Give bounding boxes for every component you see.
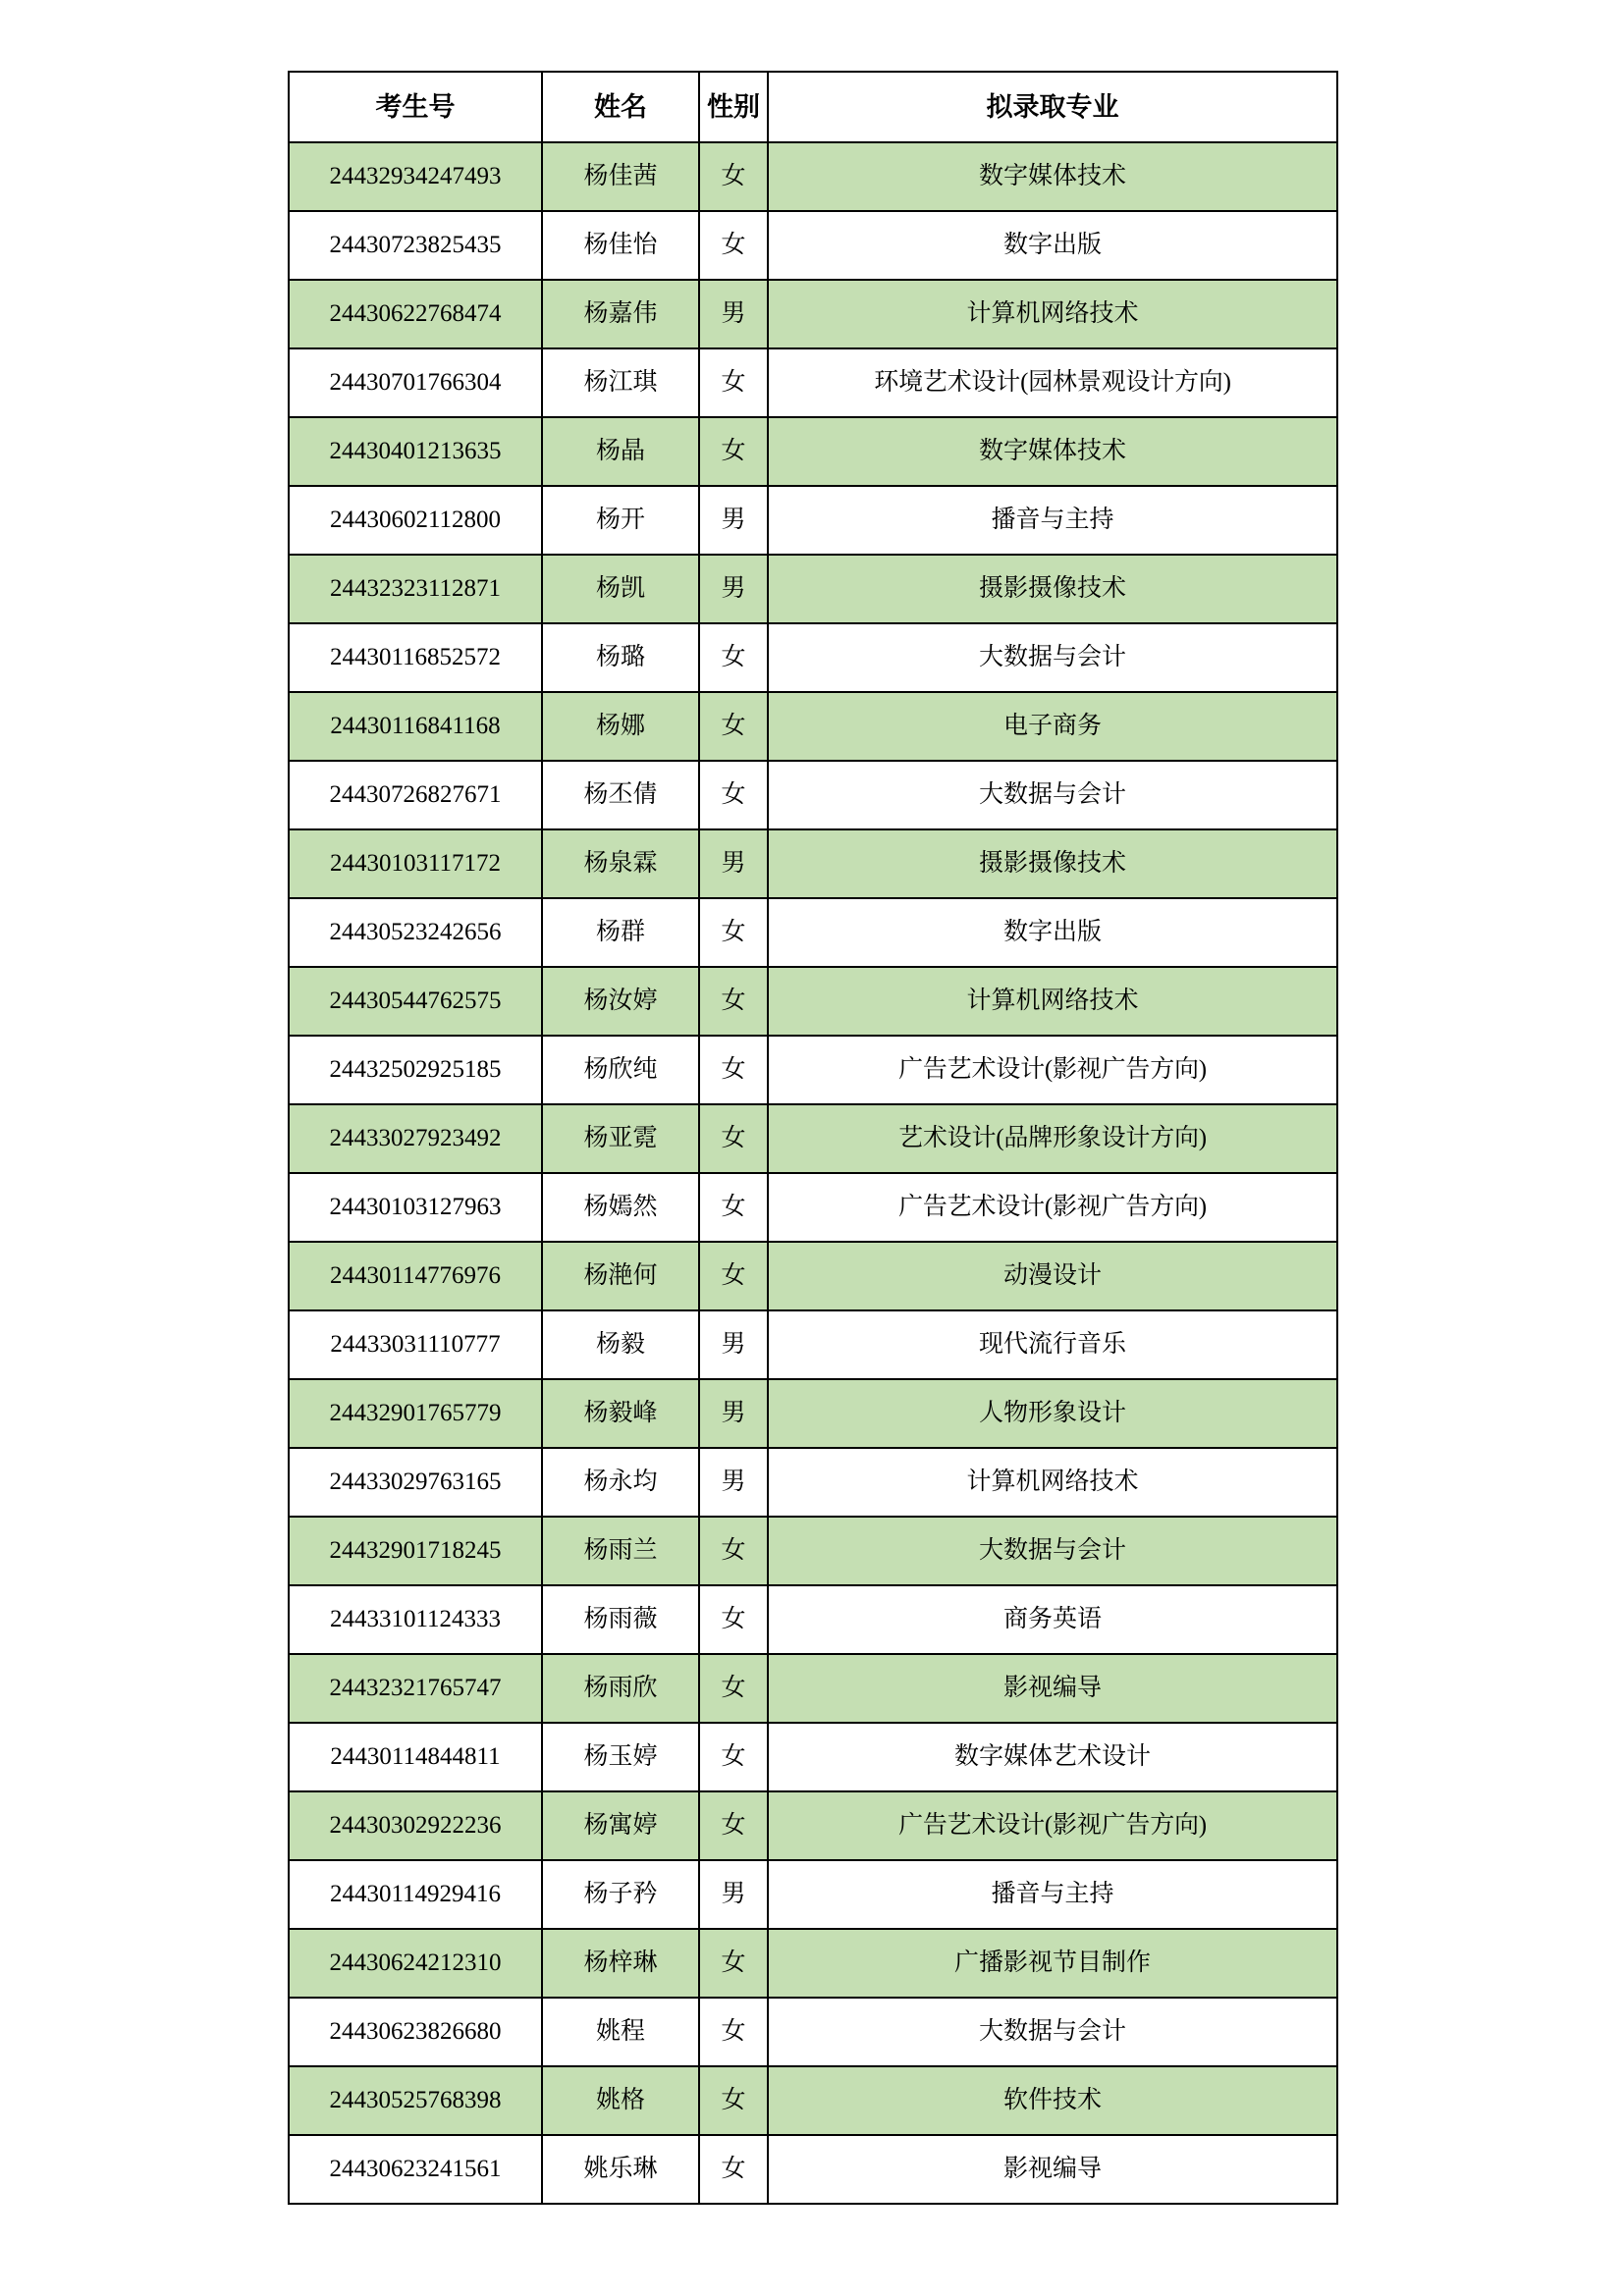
cell-candidate-id: 24430624212310	[289, 1929, 542, 1998]
cell-gender: 女	[699, 1791, 768, 1860]
cell-gender: 女	[699, 623, 768, 692]
cell-candidate-id: 24433027923492	[289, 1104, 542, 1173]
cell-gender: 女	[699, 1036, 768, 1104]
cell-major: 数字媒体艺术设计	[768, 1723, 1337, 1791]
cell-name: 杨佳茜	[542, 142, 699, 211]
table-row	[289, 348, 1337, 417]
table-row	[289, 692, 1337, 761]
cell-gender: 男	[699, 1310, 768, 1379]
cell-gender: 女	[699, 1998, 768, 2066]
cell-name: 杨永均	[542, 1448, 699, 1517]
cell-candidate-id: 24430723825435	[289, 211, 542, 280]
cell-name: 杨雨欣	[542, 1654, 699, 1723]
cell-name: 杨娜	[542, 692, 699, 761]
table-row	[289, 211, 1337, 280]
cell-major: 计算机网络技术	[768, 1448, 1337, 1517]
cell-name: 杨嘉伟	[542, 280, 699, 348]
cell-name: 杨丕倩	[542, 761, 699, 829]
cell-candidate-id: 24430623241561	[289, 2135, 542, 2204]
cell-candidate-id: 24430523242656	[289, 898, 542, 967]
cell-candidate-id: 24430114929416	[289, 1860, 542, 1929]
cell-major: 数字媒体技术	[768, 417, 1337, 486]
cell-candidate-id: 24430602112800	[289, 486, 542, 555]
table-row	[289, 1379, 1337, 1448]
cell-gender: 女	[699, 898, 768, 967]
cell-gender: 男	[699, 555, 768, 623]
cell-name: 杨亚霓	[542, 1104, 699, 1173]
table-row	[289, 1998, 1337, 2066]
table-row	[289, 967, 1337, 1036]
table-row	[289, 1173, 1337, 1242]
cell-gender: 女	[699, 1654, 768, 1723]
cell-candidate-id: 24430116841168	[289, 692, 542, 761]
cell-name: 杨雨兰	[542, 1517, 699, 1585]
cell-major: 摄影摄像技术	[768, 829, 1337, 898]
table-row	[289, 1242, 1337, 1310]
cell-major: 大数据与会计	[768, 623, 1337, 692]
cell-candidate-id: 24430525768398	[289, 2066, 542, 2135]
cell-name: 杨佳怡	[542, 211, 699, 280]
table-row	[289, 898, 1337, 967]
table-row	[289, 417, 1337, 486]
cell-gender: 女	[699, 1517, 768, 1585]
column-header-gender: 性别	[699, 72, 768, 142]
cell-gender: 女	[699, 1242, 768, 1310]
table-row	[289, 1860, 1337, 1929]
cell-gender: 女	[699, 142, 768, 211]
cell-gender: 女	[699, 761, 768, 829]
cell-gender: 女	[699, 1585, 768, 1654]
cell-candidate-id: 24433031110777	[289, 1310, 542, 1379]
cell-major: 播音与主持	[768, 486, 1337, 555]
cell-name: 杨欣纯	[542, 1036, 699, 1104]
cell-candidate-id: 24430701766304	[289, 348, 542, 417]
cell-name: 杨群	[542, 898, 699, 967]
cell-major: 计算机网络技术	[768, 967, 1337, 1036]
cell-gender: 女	[699, 692, 768, 761]
cell-name: 杨泉霖	[542, 829, 699, 898]
cell-gender: 男	[699, 280, 768, 348]
cell-gender: 男	[699, 1379, 768, 1448]
cell-name: 杨梓琳	[542, 1929, 699, 1998]
cell-major: 数字媒体技术	[768, 142, 1337, 211]
table-row	[289, 2135, 1337, 2204]
cell-major: 数字出版	[768, 211, 1337, 280]
cell-gender: 女	[699, 417, 768, 486]
table-row	[289, 1104, 1337, 1173]
table-header-row	[289, 72, 1337, 142]
cell-major: 人物形象设计	[768, 1379, 1337, 1448]
cell-major: 环境艺术设计(园林景观设计方向)	[768, 348, 1337, 417]
cell-major: 广告艺术设计(影视广告方向)	[768, 1036, 1337, 1104]
cell-gender: 女	[699, 2066, 768, 2135]
cell-candidate-id: 24430302922236	[289, 1791, 542, 1860]
cell-major: 广播影视节目制作	[768, 1929, 1337, 1998]
table-row	[289, 761, 1337, 829]
cell-candidate-id: 24430116852572	[289, 623, 542, 692]
column-header-candidate-id: 考生号	[289, 72, 542, 142]
table-row	[289, 1585, 1337, 1654]
cell-candidate-id: 24430114776976	[289, 1242, 542, 1310]
cell-major: 广告艺术设计(影视广告方向)	[768, 1791, 1337, 1860]
table-row	[289, 829, 1337, 898]
cell-gender: 男	[699, 829, 768, 898]
cell-name: 姚乐琳	[542, 2135, 699, 2204]
cell-candidate-id: 24430623826680	[289, 1998, 542, 2066]
cell-candidate-id: 24432901718245	[289, 1517, 542, 1585]
table-header	[289, 72, 1337, 142]
cell-candidate-id: 24432901765779	[289, 1379, 542, 1448]
cell-major: 软件技术	[768, 2066, 1337, 2135]
cell-major: 现代流行音乐	[768, 1310, 1337, 1379]
cell-major: 影视编导	[768, 2135, 1337, 2204]
cell-gender: 女	[699, 1104, 768, 1173]
cell-name: 杨滟何	[542, 1242, 699, 1310]
cell-name: 杨汝婷	[542, 967, 699, 1036]
table-row	[289, 142, 1337, 211]
table-row	[289, 555, 1337, 623]
cell-gender: 女	[699, 967, 768, 1036]
cell-gender: 女	[699, 2135, 768, 2204]
column-header-name: 姓名	[542, 72, 699, 142]
cell-major: 商务英语	[768, 1585, 1337, 1654]
cell-major: 动漫设计	[768, 1242, 1337, 1310]
cell-name: 杨寓婷	[542, 1791, 699, 1860]
cell-gender: 男	[699, 1860, 768, 1929]
cell-candidate-id: 24430622768474	[289, 280, 542, 348]
cell-name: 杨开	[542, 486, 699, 555]
cell-major: 播音与主持	[768, 1860, 1337, 1929]
cell-candidate-id: 24433101124333	[289, 1585, 542, 1654]
cell-candidate-id: 24432321765747	[289, 1654, 542, 1723]
table-row	[289, 1310, 1337, 1379]
cell-gender: 女	[699, 1929, 768, 1998]
cell-candidate-id: 24430103117172	[289, 829, 542, 898]
cell-candidate-id: 24432502925185	[289, 1036, 542, 1104]
cell-name: 杨江琪	[542, 348, 699, 417]
cell-major: 大数据与会计	[768, 761, 1337, 829]
cell-candidate-id: 24432934247493	[289, 142, 542, 211]
table-row	[289, 2066, 1337, 2135]
cell-name: 杨嫣然	[542, 1173, 699, 1242]
cell-candidate-id: 24433029763165	[289, 1448, 542, 1517]
cell-candidate-id: 24430401213635	[289, 417, 542, 486]
table-body	[289, 142, 1337, 2204]
cell-candidate-id: 24430114844811	[289, 1723, 542, 1791]
table-row	[289, 1517, 1337, 1585]
cell-gender: 女	[699, 211, 768, 280]
cell-candidate-id: 24432323112871	[289, 555, 542, 623]
cell-candidate-id: 24430544762575	[289, 967, 542, 1036]
cell-major: 广告艺术设计(影视广告方向)	[768, 1173, 1337, 1242]
cell-name: 杨毅峰	[542, 1379, 699, 1448]
table-row	[289, 1791, 1337, 1860]
cell-candidate-id: 24430103127963	[289, 1173, 542, 1242]
cell-name: 杨晶	[542, 417, 699, 486]
cell-major: 艺术设计(品牌形象设计方向)	[768, 1104, 1337, 1173]
cell-major: 数字出版	[768, 898, 1337, 967]
table-row	[289, 1036, 1337, 1104]
cell-gender: 女	[699, 348, 768, 417]
cell-major: 影视编导	[768, 1654, 1337, 1723]
table-row	[289, 486, 1337, 555]
table-row	[289, 623, 1337, 692]
table-row	[289, 1723, 1337, 1791]
admission-table	[288, 71, 1338, 2205]
table-row	[289, 280, 1337, 348]
cell-name: 姚程	[542, 1998, 699, 2066]
cell-major: 计算机网络技术	[768, 280, 1337, 348]
cell-major: 大数据与会计	[768, 1517, 1337, 1585]
cell-gender: 男	[699, 486, 768, 555]
cell-gender: 女	[699, 1723, 768, 1791]
cell-name: 杨子矜	[542, 1860, 699, 1929]
cell-name: 杨凯	[542, 555, 699, 623]
table-row	[289, 1448, 1337, 1517]
cell-name: 杨雨薇	[542, 1585, 699, 1654]
cell-name: 杨玉婷	[542, 1723, 699, 1791]
cell-major: 大数据与会计	[768, 1998, 1337, 2066]
cell-candidate-id: 24430726827671	[289, 761, 542, 829]
cell-major: 电子商务	[768, 692, 1337, 761]
table-row	[289, 1654, 1337, 1723]
cell-name: 杨璐	[542, 623, 699, 692]
cell-gender: 女	[699, 1173, 768, 1242]
admission-table-container	[288, 71, 1336, 2205]
table-row	[289, 1929, 1337, 1998]
cell-name: 姚格	[542, 2066, 699, 2135]
cell-major: 摄影摄像技术	[768, 555, 1337, 623]
column-header-major: 拟录取专业	[768, 72, 1337, 142]
cell-gender: 男	[699, 1448, 768, 1517]
cell-name: 杨毅	[542, 1310, 699, 1379]
